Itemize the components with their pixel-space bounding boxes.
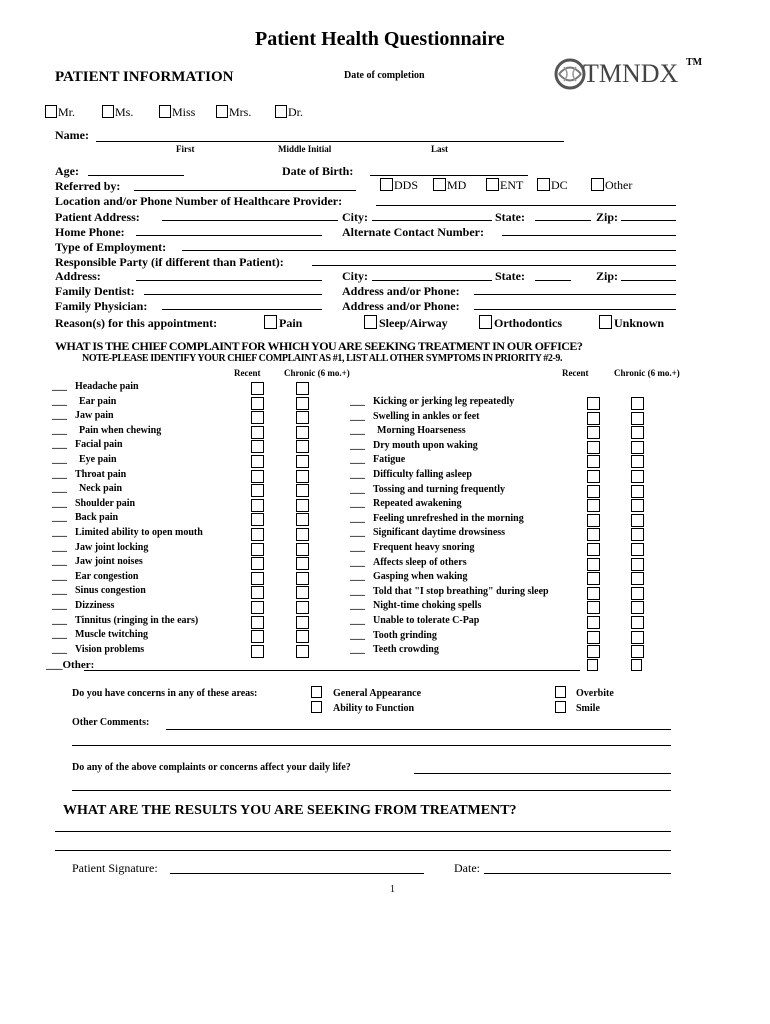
chronic-checkbox-left[interactable] — [296, 630, 309, 643]
reason-label: Unknown — [614, 316, 665, 330]
symptom-label-left: Tinnitus (ringing in the ears) — [75, 614, 199, 626]
symptom-blank: ___ — [52, 614, 67, 626]
chronic-checkbox-right[interactable] — [631, 455, 644, 468]
chronic-checkbox-right[interactable] — [631, 485, 644, 498]
ability-function-checkbox[interactable] — [311, 701, 322, 713]
name-line[interactable] — [96, 141, 564, 142]
symptom-blank: ___ — [350, 483, 365, 495]
home-phone-label: Home Phone: — [55, 225, 125, 239]
recent-checkbox-left[interactable] — [251, 426, 264, 439]
chronic-checkbox-left[interactable] — [296, 426, 309, 439]
recent-checkbox-left[interactable] — [251, 557, 264, 570]
smile-checkbox[interactable] — [555, 701, 566, 713]
other-recent-checkbox[interactable] — [587, 659, 598, 671]
daily-life-line-2[interactable] — [72, 790, 671, 791]
chronic-checkbox-right[interactable] — [631, 412, 644, 425]
physician-line[interactable] — [162, 309, 322, 310]
chronic-header-left: Chronic (6 mo.+) — [284, 368, 350, 378]
employment-label: Type of Employment: — [55, 240, 167, 254]
symptom-label-left: Muscle twitching — [75, 629, 149, 641]
chronic-checkbox-left[interactable] — [296, 586, 309, 599]
recent-checkbox-left[interactable] — [251, 645, 264, 658]
chronic-checkbox-left[interactable] — [296, 557, 309, 570]
symptom-label-right: Gasping when waking — [373, 571, 468, 583]
state-line[interactable] — [535, 220, 591, 221]
chronic-checkbox-left[interactable] — [296, 470, 309, 483]
recent-checkbox-right[interactable] — [587, 558, 600, 571]
symptom-blank: ___ — [350, 527, 365, 539]
salutation-checkbox[interactable] — [216, 105, 228, 118]
symptom-blank: ___ — [350, 600, 365, 612]
recent-header-left: Recent — [234, 368, 261, 378]
symptom-label-right: Told that "I stop breathing" during sleep — [373, 585, 549, 597]
recent-checkbox-right[interactable] — [587, 528, 600, 541]
symptom-blank: ___ — [52, 570, 67, 582]
symptom-label-left: Throat pain — [75, 468, 127, 480]
symptom-label-right: Unable to tolerate C-Pap — [373, 615, 480, 626]
symptom-label-left: Back pain — [75, 512, 119, 524]
other-chronic-checkbox[interactable] — [631, 659, 642, 671]
chronic-checkbox-left[interactable] — [296, 543, 309, 556]
symptom-label-left: Jaw joint locking — [75, 541, 149, 553]
symptom-label-right: Swelling in ankles or feet — [373, 410, 480, 422]
recent-checkbox-right[interactable] — [587, 587, 600, 600]
referral-label: Other — [605, 178, 633, 192]
symptom-blank: ___ — [52, 483, 67, 495]
symptom-blank: ___ — [52, 527, 67, 538]
reason-label: Sleep/Airway — [379, 316, 448, 330]
address2-line[interactable] — [136, 280, 322, 281]
city2-line[interactable] — [372, 280, 492, 281]
symptom-blank: ___ — [52, 556, 67, 568]
zip2-line[interactable] — [621, 280, 676, 281]
chronic-checkbox-left[interactable] — [296, 616, 309, 629]
date-completion-label: Date of completion — [344, 70, 425, 81]
recent-checkbox-left[interactable] — [251, 397, 264, 410]
salutation-label: Dr. — [288, 105, 303, 119]
chronic-checkbox-left[interactable] — [296, 572, 309, 585]
daily-life-line-1[interactable] — [414, 773, 671, 774]
symptom-label-left: Sinus congestion — [75, 585, 146, 597]
chronic-checkbox-right[interactable] — [631, 426, 644, 439]
recent-checkbox-right[interactable] — [587, 616, 600, 629]
smile-label: Smile — [576, 703, 600, 714]
signature-label: Patient Signature: — [72, 861, 158, 875]
section-title: PATIENT INFORMATION — [55, 69, 234, 85]
recent-checkbox-right[interactable] — [587, 412, 600, 425]
symptom-label-right: Fatigue — [373, 454, 406, 466]
recent-checkbox-right[interactable] — [587, 645, 600, 658]
salutation-label: Mr. — [58, 105, 76, 119]
symptom-blank: ___ — [52, 600, 67, 611]
reason-label: Orthodontics — [494, 316, 563, 330]
symptom-label-left: Eye pain — [79, 454, 117, 465]
chronic-checkbox-right[interactable] — [631, 514, 644, 527]
city-label: City: — [342, 210, 368, 224]
employment-line[interactable] — [182, 250, 676, 251]
symptom-label-left: Facial pain — [75, 439, 123, 451]
chronic-checkbox-left[interactable] — [296, 499, 309, 512]
symptom-blank: ___ — [52, 410, 67, 422]
salutation-label: Ms. — [115, 105, 134, 119]
salutation-checkbox[interactable] — [102, 105, 114, 118]
recent-checkbox-right[interactable] — [587, 455, 600, 468]
logo-mark-icon — [553, 57, 587, 91]
chronic-checkbox-left[interactable] — [296, 411, 309, 424]
recent-checkbox-left[interactable] — [251, 411, 264, 424]
location-line[interactable] — [376, 205, 676, 206]
overbite-label: Overbite — [576, 688, 614, 699]
page-title: Patient Health Questionnaire — [255, 28, 505, 50]
location-label: Location and/or Phone Number of Healthcare Provider: — [55, 194, 343, 208]
referral-label: DDS — [394, 178, 419, 192]
physician-addr-line[interactable] — [474, 309, 676, 310]
recent-checkbox-right[interactable] — [587, 441, 600, 454]
reason-checkbox[interactable] — [599, 315, 612, 329]
state2-line[interactable] — [535, 280, 571, 281]
recent-checkbox-right[interactable] — [587, 499, 600, 512]
chronic-checkbox-left[interactable] — [296, 484, 309, 497]
name-label: Name: — [55, 128, 89, 142]
symptom-label-right: Tossing and turning frequently — [373, 483, 505, 495]
other-label: ___Other: — [46, 659, 95, 671]
recent-checkbox-left[interactable] — [251, 513, 264, 526]
zip2-label: Zip: — [596, 269, 619, 283]
symptom-blank: ___ — [350, 615, 365, 626]
symptom-blank: ___ — [350, 396, 365, 407]
chronic-checkbox-right[interactable] — [631, 616, 644, 629]
chronic-checkbox-right[interactable] — [631, 528, 644, 541]
symptom-blank: ___ — [350, 439, 365, 451]
chronic-checkbox-right[interactable] — [631, 397, 644, 410]
overbite-checkbox[interactable] — [555, 686, 566, 698]
symptom-label-left: Limited ability to open mouth — [75, 527, 203, 538]
comments-label: Other Comments: — [72, 717, 150, 728]
symptom-label-right: Teeth crowding — [373, 644, 439, 656]
other-line[interactable] — [84, 670, 580, 671]
general-appearance-checkbox[interactable] — [311, 686, 322, 698]
symptom-blank: ___ — [52, 468, 67, 480]
ability-function-label: Ability to Function — [333, 703, 415, 714]
symptom-blank: ___ — [52, 381, 67, 392]
symptom-label-right: Night-time choking spells — [373, 600, 482, 612]
referral-checkbox[interactable] — [486, 178, 499, 191]
chronic-checkbox-right[interactable] — [631, 470, 644, 483]
results-line-2[interactable] — [55, 850, 671, 851]
state2-label: State: — [495, 269, 525, 283]
referral-checkbox[interactable] — [433, 178, 446, 191]
dob-line[interactable] — [370, 175, 528, 176]
recent-checkbox-right[interactable] — [587, 631, 600, 644]
symptom-label-left: Ear pain — [79, 395, 117, 407]
symptom-label-right: Repeated awakening — [373, 498, 462, 510]
home-phone-line[interactable] — [136, 235, 322, 236]
recent-checkbox-right[interactable] — [587, 470, 600, 483]
chronic-checkbox-right[interactable] — [631, 631, 644, 644]
recent-checkbox-left[interactable] — [251, 382, 264, 395]
symptom-blank: ___ — [350, 425, 365, 437]
symptom-label-left: Neck pain — [79, 483, 123, 495]
recent-checkbox-right[interactable] — [587, 426, 600, 439]
symptom-blank: ___ — [52, 541, 67, 553]
chronic-checkbox-left[interactable] — [296, 440, 309, 453]
referred-label: Referred by: — [55, 179, 121, 193]
trademark: TM — [686, 57, 703, 68]
other-text: Other: — [62, 659, 95, 671]
zip-line[interactable] — [621, 220, 676, 221]
salutation-label: Mrs. — [229, 105, 252, 119]
salutation-label: Miss — [172, 105, 196, 119]
age-line[interactable] — [88, 175, 184, 176]
recent-checkbox-left[interactable] — [251, 630, 264, 643]
recent-checkbox-left[interactable] — [251, 572, 264, 585]
symptom-blank: ___ — [350, 454, 365, 466]
symptom-blank: ___ — [350, 410, 365, 422]
symptom-blank: ___ — [350, 498, 365, 510]
recent-checkbox-right[interactable] — [587, 514, 600, 527]
chronic-checkbox-left[interactable] — [296, 382, 309, 395]
results-line-1[interactable] — [55, 831, 671, 832]
symptom-label-left: Ear congestion — [75, 570, 139, 582]
referral-label: DC — [551, 178, 568, 192]
chronic-checkbox-right[interactable] — [631, 601, 644, 614]
chronic-checkbox-left[interactable] — [296, 455, 309, 468]
chronic-checkbox-left[interactable] — [296, 601, 309, 614]
symptom-label-left: Vision problems — [75, 643, 145, 655]
responsible-label: Responsible Party (if different than Patient): — [55, 255, 284, 269]
symptom-label-right: Kicking or jerking leg repeatedly — [373, 396, 515, 407]
recent-checkbox-left[interactable] — [251, 484, 264, 497]
symptom-label-left: Pain when chewing — [79, 424, 162, 436]
salutation-checkbox[interactable] — [159, 105, 171, 118]
symptom-label-right: Feeling unrefreshed in the morning — [373, 512, 524, 524]
referral-label: ENT — [500, 178, 524, 192]
dentist-addr-line[interactable] — [474, 294, 676, 295]
reason-checkbox[interactable] — [364, 315, 377, 329]
recent-checkbox-left[interactable] — [251, 543, 264, 556]
symptom-label-left: Headache pain — [75, 381, 139, 392]
symptom-blank: ___ — [350, 644, 365, 656]
symptom-blank: ___ — [52, 629, 67, 641]
logo-text: TMNDX — [583, 59, 679, 88]
referred-line[interactable] — [134, 190, 356, 191]
reason-checkbox[interactable] — [264, 315, 277, 329]
dentist-line[interactable] — [144, 294, 322, 295]
referral-label: MD — [447, 178, 467, 192]
date-label: Date: — [454, 861, 480, 875]
dentist-label: Family Dentist: — [55, 284, 135, 298]
recent-checkbox-left[interactable] — [251, 440, 264, 453]
complaint-heading: WHAT IS THE CHIEF COMPLAINT FOR WHICH YOU ARE SEEKING TREATMENT IN OUR OFFICE? — [55, 339, 583, 353]
symptom-blank: ___ — [52, 497, 67, 509]
responsible-line[interactable] — [312, 265, 676, 266]
comments-line-1[interactable] — [166, 729, 671, 730]
symptom-blank: ___ — [52, 395, 67, 407]
referral-checkbox[interactable] — [537, 178, 550, 191]
date-line[interactable] — [484, 873, 671, 874]
symptom-blank: ___ — [350, 469, 365, 480]
chronic-checkbox-right[interactable] — [631, 499, 644, 512]
chronic-checkbox-left[interactable] — [296, 513, 309, 526]
chronic-checkbox-right[interactable] — [631, 587, 644, 600]
address-label: Patient Address: — [55, 210, 140, 224]
referral-checkbox[interactable] — [591, 178, 604, 191]
symptom-label-left: Jaw joint noises — [75, 556, 143, 568]
recent-checkbox-right[interactable] — [587, 601, 600, 614]
city2-label: City: — [342, 269, 368, 283]
symptom-label-right: Dry mouth upon waking — [373, 439, 478, 451]
physician-addr-label: Address and/or Phone: — [342, 299, 460, 313]
zip-label: Zip: — [596, 210, 619, 224]
recent-checkbox-left[interactable] — [251, 528, 264, 541]
general-appearance-label: General Appearance — [333, 688, 422, 699]
reason-checkbox[interactable] — [479, 315, 492, 329]
recent-checkbox-left[interactable] — [251, 601, 264, 614]
symptom-blank: ___ — [350, 556, 365, 568]
signature-line[interactable] — [170, 873, 424, 874]
symptom-label-left: Shoulder pain — [75, 497, 136, 509]
symptom-blank: ___ — [350, 512, 365, 524]
recent-checkbox-left[interactable] — [251, 470, 264, 483]
recent-checkbox-left[interactable] — [251, 499, 264, 512]
referral-checkbox[interactable] — [380, 178, 393, 191]
symptom-label-right: Tooth grinding — [373, 629, 437, 641]
chronic-checkbox-left[interactable] — [296, 528, 309, 541]
reason-label: Pain — [279, 316, 303, 330]
chronic-checkbox-left[interactable] — [296, 645, 309, 658]
page-number: 1 — [390, 884, 395, 895]
reason-label: Reason(s) for this appointment: — [55, 316, 218, 330]
recent-checkbox-right[interactable] — [587, 572, 600, 585]
comments-line-2[interactable] — [72, 745, 671, 746]
city-line[interactable] — [372, 220, 492, 221]
recent-checkbox-right[interactable] — [587, 397, 600, 410]
recent-checkbox-left[interactable] — [251, 586, 264, 599]
symptom-label-left: Jaw pain — [75, 410, 114, 422]
recent-checkbox-left[interactable] — [251, 616, 264, 629]
dentist-addr-label: Address and/or Phone: — [342, 284, 460, 298]
alt-contact-label: Alternate Contact Number: — [342, 225, 484, 239]
daily-life-question: Do any of the above complaints or concerns affect your daily life? — [72, 762, 351, 773]
symptom-blank: ___ — [52, 424, 67, 436]
symptom-blank: ___ — [350, 571, 365, 583]
first-label: First — [176, 144, 195, 154]
symptom-blank: ___ — [350, 629, 365, 641]
chronic-checkbox-right[interactable] — [631, 543, 644, 556]
chronic-checkbox-left[interactable] — [296, 397, 309, 410]
chronic-header-right: Chronic (6 mo.+) — [614, 368, 680, 378]
chronic-checkbox-right[interactable] — [631, 572, 644, 585]
salutation-checkbox[interactable] — [45, 105, 57, 118]
symptom-label-right: Difficulty falling asleep — [373, 469, 472, 480]
symptom-label-right: Morning Hoarseness — [377, 425, 466, 437]
complaint-note: NOTE-PLEASE IDENTIFY YOUR CHIEF COMPLAINT AS #1, LIST ALL OTHER SYMPTOMS IN PRIORITY #2-9. — [82, 353, 563, 364]
symptom-label-left: Dizziness — [75, 600, 115, 611]
symptom-blank: ___ — [52, 454, 67, 465]
symptom-blank: ___ — [52, 439, 67, 451]
physician-label: Family Physician: — [55, 299, 148, 313]
recent-header-right: Recent — [562, 368, 589, 378]
symptom-label-right: Frequent heavy snoring — [373, 542, 475, 553]
symptom-blank: ___ — [52, 643, 67, 655]
recent-checkbox-left[interactable] — [251, 455, 264, 468]
alt-contact-line[interactable] — [502, 235, 676, 236]
age-label: Age: — [55, 164, 79, 178]
salutation-checkbox[interactable] — [275, 105, 287, 118]
chronic-checkbox-right[interactable] — [631, 645, 644, 658]
recent-checkbox-right[interactable] — [587, 485, 600, 498]
tmndx-logo — [553, 57, 683, 91]
middle-label: Middle Initial — [278, 144, 332, 154]
address2-label: Address: — [55, 269, 101, 283]
symptom-label-right: Significant daytime drowsiness — [373, 527, 506, 539]
chronic-checkbox-right[interactable] — [631, 441, 644, 454]
symptom-blank: ___ — [350, 585, 365, 597]
last-label: Last — [431, 144, 449, 154]
dob-label: Date of Birth: — [282, 164, 354, 178]
chronic-checkbox-right[interactable] — [631, 558, 644, 571]
address-line[interactable] — [162, 220, 338, 221]
state-label: State: — [495, 210, 525, 224]
recent-checkbox-right[interactable] — [587, 543, 600, 556]
symptom-label-right: Affects sleep of others — [373, 556, 467, 568]
symptom-blank: ___ — [350, 542, 365, 553]
results-heading: WHAT ARE THE RESULTS YOU ARE SEEKING FROM TREATMENT? — [63, 803, 517, 818]
symptom-blank: ___ — [52, 585, 67, 597]
concerns-question: Do you have concerns in any of these areas: — [72, 688, 258, 699]
symptom-blank: ___ — [52, 512, 67, 524]
